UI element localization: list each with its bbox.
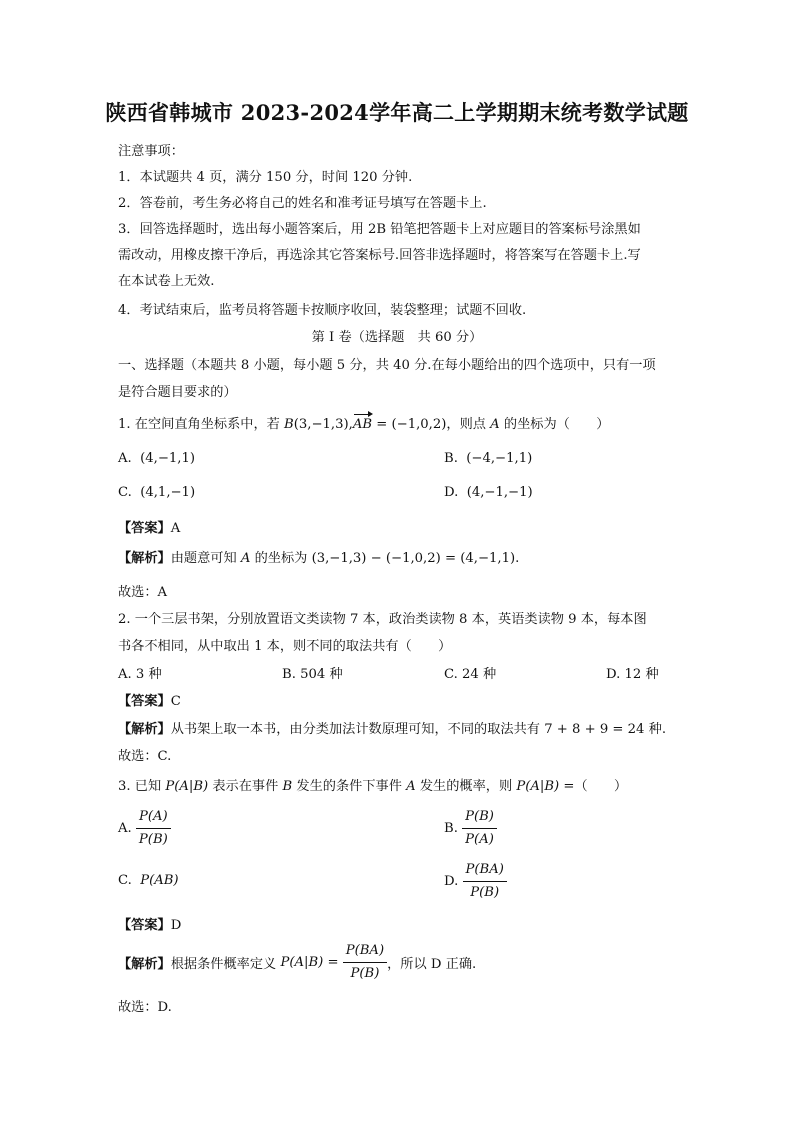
q1-point-b: B [284, 417, 294, 432]
q3-expr-query: P(A|B) = [516, 779, 575, 794]
q3-conclusion: 故选：D. [118, 1000, 172, 1015]
q1-vector-eq: = (−1,0,2) [372, 417, 447, 432]
q2-analysis: 【解析】从书架上取一本书，由分类加法计数原理可知，不同的取法共有 7 + 8 + 9 = 24 种. [118, 722, 667, 737]
notice-item-2: 2．答卷前，考生务必将自己的姓名和准考证号填写在答题卡上. [118, 196, 487, 211]
q1-option-a: A. (4,−1,1) [118, 451, 196, 466]
notice-heading: 注意事项： [118, 144, 184, 159]
q2-conclusion: 故选：C. [118, 749, 172, 764]
q2-option-b: B. 504 种 [282, 667, 343, 682]
q2-answer: 【答案】C [118, 694, 181, 709]
notice-item-3: 3．回答选择题时，选出每小题答案后，用 2B 铅笔把答题卡上对应题目的答案标号涂黑如 [118, 222, 641, 237]
q2-option-c: C. 24 种 [444, 667, 497, 682]
q1-stem-tail: 的坐标为（ ） [499, 417, 610, 432]
section-heading-line2: 是符合题目要求的） [118, 385, 237, 400]
q3-option-b: B. $\frac{P(B)}{P(A)}$ [444, 807, 497, 850]
q2-stem-line1: 2. 一个三层书架，分别放置语文类读物 7 本，政治类读物 8 本，英语类读物 9 本，每本图 [118, 612, 647, 627]
q2-option-d: D. 12 种 [606, 667, 659, 682]
volume-title: 第 I 卷（选择题 共 60 分） [311, 330, 483, 345]
notice-item-3-end: 在本试卷上无效. [118, 274, 215, 289]
q1-option-c: C. (4,1,−1) [118, 485, 196, 500]
q3-expr-conditional: P(A|B) [165, 779, 209, 794]
q1-conclusion: 故选：A [118, 585, 168, 600]
page-title: 陕西省韩城市 2023-2024学年高二上学期期末统考数学试题 [105, 100, 689, 125]
q1-stem [118, 413, 609, 432]
q3-stem: 3. 已知 P(A|B) 表示在事件 B 发生的条件下事件 A 发生的概率，则 P(A|B) =（ ） [118, 779, 628, 794]
q3-option-c: C. P(AB) [118, 873, 179, 888]
q3-option-a: A. $\frac{P(A)}{P(B)}$ [118, 807, 171, 850]
q1-point-b-coords: (3,−1,3) [293, 417, 349, 432]
q1-analysis: 【解析】由题意可知 A 的坐标为 (3,−1,3) − (−1,0,2) = (4,−1,1). [118, 551, 520, 566]
q2-option-a: A. 3 种 [118, 667, 162, 682]
notice-item-4: 4．考试结束后，监考员将答题卡按顺序收回，装袋整理；试题不回收. [118, 303, 527, 318]
q3-option-d: D. $\frac{P(BA)}{P(B)}$ [444, 860, 507, 903]
q1-stem-post: ，则点 [446, 417, 491, 432]
q1-point-a: A [490, 417, 500, 432]
q1-answer: 【答案】A [118, 521, 181, 536]
q2-stem-line2: 书各不相同，从中取出 1 本，则不同的取法共有（ ） [118, 639, 452, 654]
q1-sep: , [348, 417, 353, 432]
notice-item-3-cont: 需改动，用橡皮擦干净后，再选涂其它答案标号.回答非选择题时，将答案写在答题卡上.写 [118, 248, 641, 263]
q1-stem-pre: 1. 在空间直角坐标系中，若 [118, 417, 285, 432]
q3-analysis: 【解析】根据条件概率定义 P(A|B) = $\frac{P(BA)}{P(B)}$ ，所以 D 正确. [118, 943, 477, 981]
q1-vector-ab: AB [352, 417, 373, 432]
q1-option-b: B. (−4,−1,1) [444, 451, 533, 466]
notice-item-1: 1．本试题共 4 页，满分 150 分，时间 120 分钟. [118, 170, 413, 185]
section-heading-line1: 一、选择题（本题共 8 小题，每小题 5 分，共 40 分.在每小题给出的四个选项中，只有一项 [118, 358, 656, 373]
q1-option-d: D. (4,−1,−1) [444, 485, 533, 500]
q3-answer: 【答案】D [118, 918, 182, 933]
